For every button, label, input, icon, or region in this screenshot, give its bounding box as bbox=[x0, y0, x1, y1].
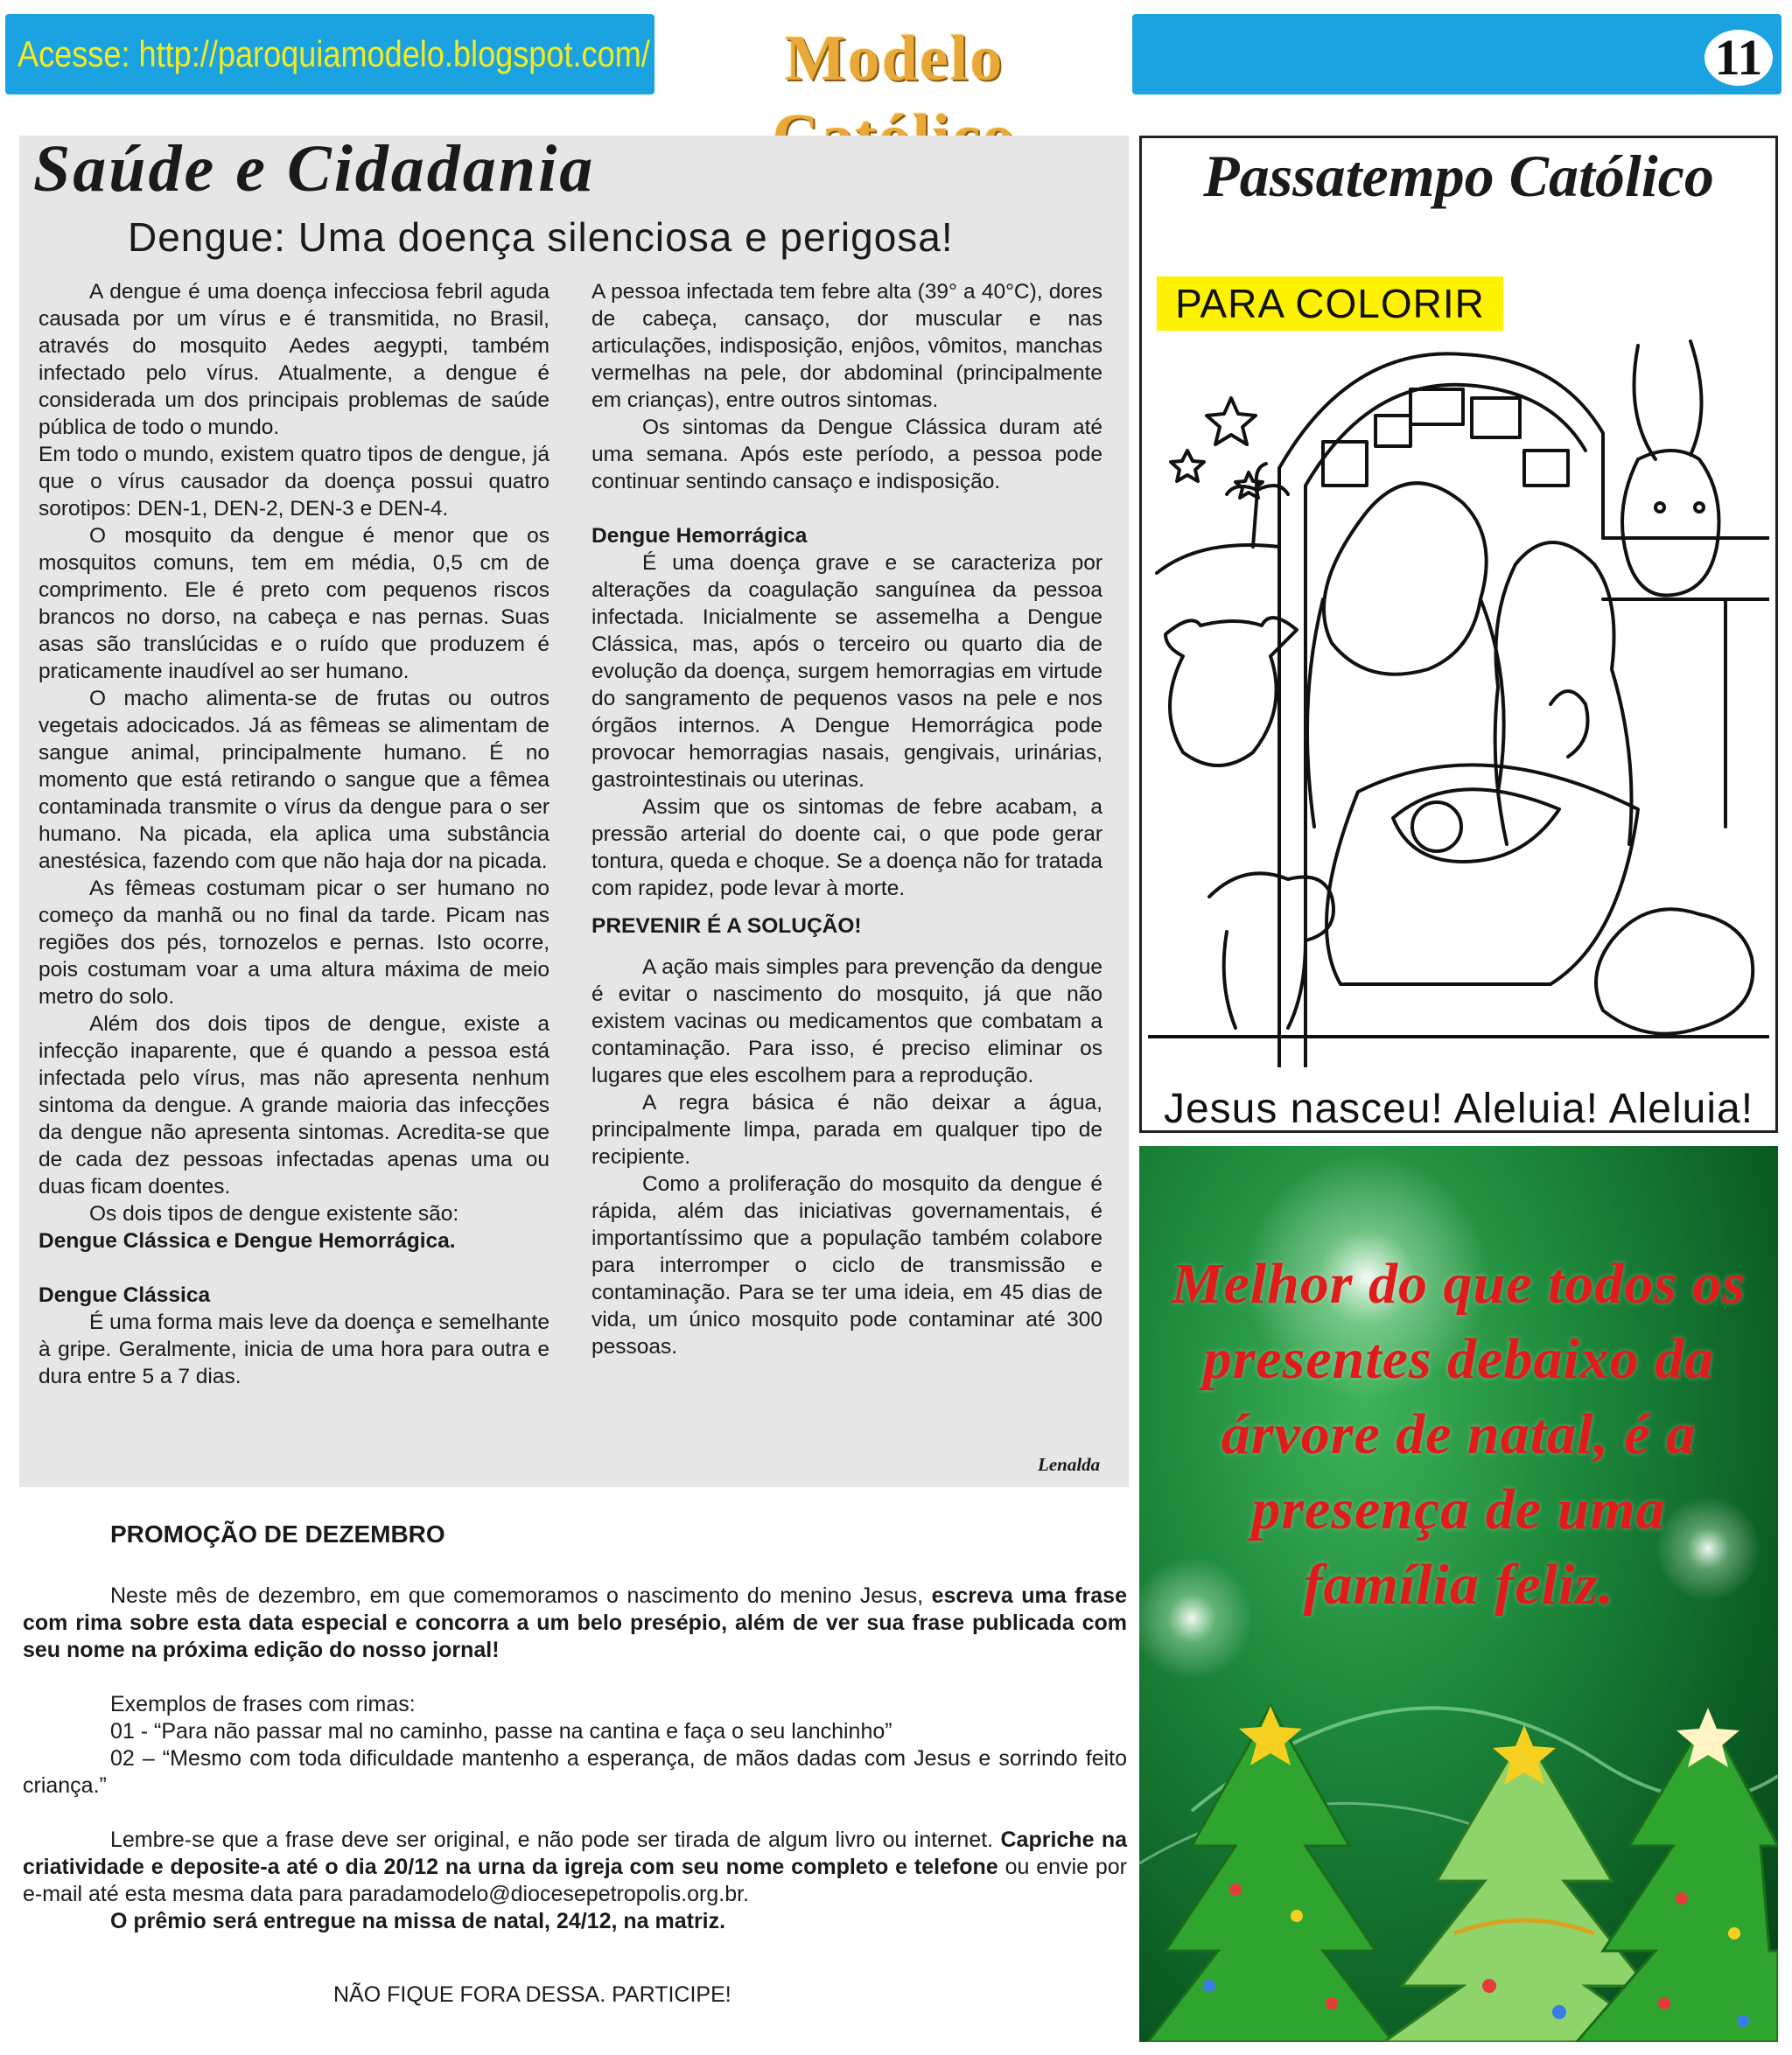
star-icon bbox=[1207, 398, 1256, 444]
promo-p1-normal: Neste mês de dezembro, em que comemoramos o nascimento do menino Jesus, bbox=[110, 1583, 924, 1608]
christmas-message: Melhor do que todos os presentes debaixo da árvore de natal, é a presença de uma família feliz. bbox=[1171, 1252, 1746, 1617]
promo-closing: NÃO FIQUE FORA DESSA. PARTICIPE! bbox=[333, 1982, 732, 2007]
brick bbox=[1376, 416, 1410, 446]
coloring-badge: PARA COLORIR bbox=[1157, 276, 1503, 331]
subheading-dengue-hemorragica: Dengue Hemorrágica bbox=[592, 524, 808, 548]
christmas-tree bbox=[1148, 1706, 1393, 2042]
header-right-band bbox=[1132, 14, 1782, 94]
paragraph: A pessoa infectada tem febre alta (39° a 40°C), dores de cabeça, cansaço, dor muscular e nas articulações, indisposição, enjôos, vômitos, manchas vermelhas na pele, dor abdominal (principalmente em crianças), entre outros sintomas. bbox=[592, 280, 1102, 412]
coloring-caption: Jesus nasceu! Aleluia! Aleluia! bbox=[1163, 1086, 1754, 1132]
brick bbox=[1472, 398, 1520, 437]
article-column-2 bbox=[592, 278, 1102, 1360]
donkey-eye bbox=[1656, 503, 1664, 512]
paragraph: Os sintomas da Dengue Clássica duram até uma semana. Após este período, a pessoa pode continuar sentindo cansaço e indisposição. bbox=[592, 416, 1102, 493]
section-title: Saúde e Cidadania bbox=[33, 132, 596, 206]
paragraph: Os dois tipos de dengue existente são: bbox=[89, 1202, 459, 1226]
promo-p4-bold: O prêmio será entregue na missa de natal, 24/12, na matriz. bbox=[110, 1909, 726, 1933]
ox bbox=[1166, 618, 1297, 765]
page-number: 11 bbox=[1704, 30, 1773, 86]
christmas-card bbox=[1139, 1146, 1778, 2042]
lamb bbox=[1596, 909, 1753, 1033]
promo-examples-label: Exemplos de frases com rimas: bbox=[110, 1692, 416, 1716]
promo-p3-bold: Capriche na criatividade e deposite-a até o dia 20/12 na urna da igreja com seu nome completo e telefone bbox=[23, 1828, 1128, 1879]
promo-p4 bbox=[23, 1908, 1127, 1935]
article-column-1 bbox=[38, 278, 550, 1390]
paragraph: O mosquito da dengue é menor que os mosquitos comuns, tem em média, 0,5 cm de comprimento. Ele é preto com pequenos riscos brancos no dorso, na cabeça e nas pernas. Suas asas são translúcidas e o ruído que produzem é praticamente inaudível ao ser humano. bbox=[38, 524, 550, 683]
paragraph: Em todo o mundo, existem quatro tipos de dengue, já que o vírus causador da doença possui quatro sorotipos: DEN-1, DEN-2, DEN-3 e DEN-4. bbox=[38, 443, 550, 521]
paragraph-bold: Dengue Clássica e Dengue Hemorrágica. bbox=[38, 1229, 456, 1253]
promo-p3-normal: Lembre-se que a frase deve ser original, e não pode ser tirada de algum livro ou internet. bbox=[110, 1828, 994, 1852]
manger bbox=[1326, 765, 1638, 984]
promo-section bbox=[23, 1520, 1127, 2009]
brick bbox=[1524, 451, 1568, 486]
paragraph: O macho alimenta-se de frutas ou outros vegetais adocicados. Já as fêmeas se alimentam de sangue animal, principalmente humano. É no momento que está retirando o sangue que a fêmea contaminada transmite o vírus da dengue para o ser humano. Na picada, ela aplica uma substância anestésica, fazendo com que não haja dor na picada. bbox=[38, 687, 550, 873]
joseph-robe bbox=[1307, 599, 1504, 827]
header-url-band bbox=[5, 14, 654, 94]
paragraph: A regra básica é não deixar a água, principalmente limpa, parada em qualquer tipo de recipiente. bbox=[592, 1091, 1102, 1169]
paragraph: Assim que os sintomas de febre acabam, a pressão arterial do doente cai, o que pode gerar tontura, queda e choque. Se a doença não for tratada com rapidez, pode levar à morte. bbox=[592, 795, 1102, 900]
baby-head bbox=[1412, 802, 1461, 851]
paragraph: A dengue é uma doença infecciosa febril aguda causada por um vírus e é transmitida, no Brasil, através do mosquito Aedes aegypti, também infectado pelo vírus. Atualmente, a dengue é considerada um dos principais problemas de saúde pública de todo o mundo. bbox=[38, 280, 550, 439]
paragraph: A ação mais simples para prevenção da dengue é evitar o nascimento do mosquito, já que não existem vacinas ou medicamentos que combatam a contaminação. Para isso, é preciso eliminar os lugares que eles escolhem para a reprodução. bbox=[592, 955, 1102, 1087]
donkey bbox=[1622, 341, 1719, 596]
hill bbox=[1157, 545, 1279, 573]
subheading-dengue-classica: Dengue Clássica bbox=[38, 1283, 211, 1307]
article-title: Dengue: Uma doença silenciosa e perigosa! bbox=[128, 214, 954, 260]
stable-arch bbox=[1279, 353, 1603, 1067]
paragraph: É uma forma mais leve da doença e semelhante à gripe. Geralmente, inicia de uma hora para outra e dura entre 5 a 7 dias. bbox=[38, 1311, 550, 1388]
newspaper-title: Modelo bbox=[784, 23, 1004, 94]
nativity-coloring-illustration bbox=[1148, 337, 1769, 1067]
promo-paragraph bbox=[23, 1827, 1127, 1908]
brick bbox=[1410, 389, 1463, 424]
subheading-prevenir: PREVENIR É A SOLUÇÃO! bbox=[592, 914, 862, 938]
promo-p1-bold: escreva uma frase com rima sobre esta data especial e concorra a um belo presépio, além de ver sua frase publicada com seu nome na próxima edição do nosso jornal! bbox=[23, 1583, 1127, 1662]
promo-paragraph bbox=[23, 1583, 1127, 1664]
lamb bbox=[1209, 873, 1334, 1028]
promo-example-1: 01 - “Para não passar mal no caminho, passe na cantina e faça o seu lanchinho” bbox=[110, 1719, 892, 1744]
promo-title: PROMOÇÃO DE DEZEMBRO bbox=[110, 1520, 445, 1548]
baby-jesus bbox=[1393, 789, 1559, 862]
mary-hands bbox=[1550, 691, 1588, 757]
paragraph: É uma doença grave e se caracteriza por alterações da coagulação sanguínea da pessoa infectada. Inicialmente se assemelha a Dengue Clássica, mas, após o terceiro ou quarto dia de evolução da doença, surgem hemorragias em virtude do sangramento de pequenos vasos na pele e nos órgãos internos. A Dengue Hemorrágica pode provocar hemorragias nasais, gengivais, urinárias, gastrointestinais ou uterinas. bbox=[592, 551, 1102, 792]
promo-example-2: 02 – “Mesmo com toda dificuldade mantenho a esperança, de mãos dadas com Jesus e sorrindo feito criança.” bbox=[23, 1746, 1127, 1798]
joseph-figure bbox=[1324, 483, 1487, 674]
header-url[interactable]: Acesse: http://paroquiamodelo.blogspot.com/ bbox=[18, 33, 650, 74]
paragraph: As fêmeas costumam picar o ser humano no começo da manhã ou no final da tarde. Picam nas regiões dos pés, tornozelos e pernas. Isto ocorre, pois costumam voar a uma altura máxima de meio metro do solo. bbox=[38, 877, 550, 1009]
paragraph: Além dos dois tipos de dengue, existe a infecção inaparente, que é quando a pessoa está infectada pelo vírus, mas não apresenta nenhum sintoma da dengue. A grande maioria das infecções da dengue não apresenta sintomas. Acredita-se que de cada dez pessoas infectadas apenas uma ou duas ficam doentes. bbox=[38, 1012, 550, 1199]
article-author: Lenalda bbox=[1038, 1454, 1101, 1475]
promo-p3-tail: ou envie por e-mail até esta mesma data para paradamodelo@diocesepetropolis.org.br. bbox=[23, 1855, 1128, 1906]
pastime-title: Passatempo Católico bbox=[1203, 143, 1714, 209]
paragraph: Como a proliferação do mosquito da dengue é rápida, além das iniciativas governamentais, é importantíssimo que a população também colabore para interromper o ciclo de transmissão e contaminação. Para se ter uma ideia, em 45 dias de vida, um único mosquito pode contaminar até 300 pessoas. bbox=[592, 1172, 1102, 1359]
donkey-eye bbox=[1695, 503, 1704, 512]
stall-fence bbox=[1603, 538, 1769, 827]
star-icon bbox=[1171, 451, 1204, 481]
